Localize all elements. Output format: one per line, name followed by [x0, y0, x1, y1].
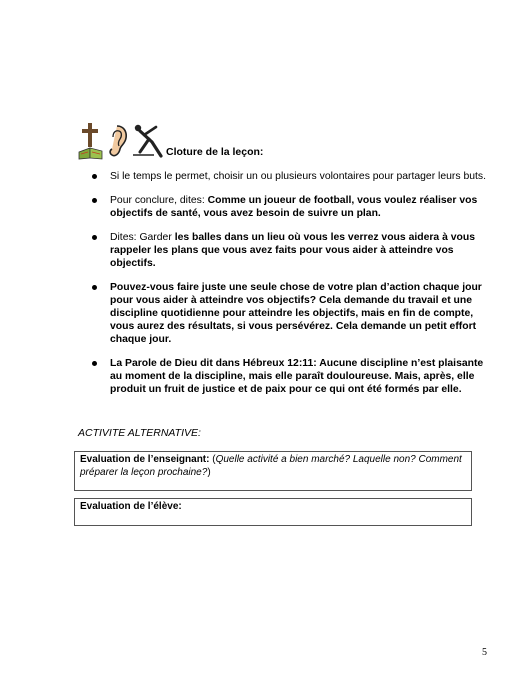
header-title: Cloture de la leçon:	[166, 146, 264, 158]
runner-icon	[130, 122, 164, 158]
list-item: Pouvez-vous faire juste une seule chose de votre plan d’action chaque jour pour vous aider à atteindre vos objectifs? Cela demande du travail et une discipline quotidienne pour atteindre les objectifs, mais en fin de compte, vous aurez des résultats, si vous persévérez. Cela demande un petit effort chaque jour.	[92, 281, 492, 346]
alternative-activity-heading: ACTIVITE ALTERNATIVE:	[78, 427, 201, 439]
list-item: Si le temps le permet, choisir un ou plusieurs volontaires pour partager leurs buts.	[92, 170, 492, 183]
cross-book-icon	[78, 122, 104, 160]
teacher-evaluation-label: Evaluation de l’enseignant:	[80, 454, 210, 465]
student-evaluation-box[interactable]	[74, 498, 472, 526]
bullet-list	[92, 170, 492, 407]
page-number: 5	[482, 647, 487, 658]
list-item: Dites: Garder les balles dans un lieu où vous les verrez vous aidera à vous rappeler les plans que vous avez faits pour vous aider à atteindre vos objectifs.	[92, 231, 492, 270]
list-item: La Parole de Dieu dit dans Hébreux 12:11: Aucune discipline n’est plaisante au moment de la discipline, mais elle paraît douloureuse. Mais, après, elle produit un fruit de justice et de paix pour ce qui ont été formés par elle.	[92, 357, 492, 396]
list-item: Pour conclure, dites: Comme un joueur de football, vous voulez réaliser vos objectifs de santé, vous avez besoin de suivre un plan.	[92, 194, 492, 220]
section-header	[78, 120, 338, 162]
header-icons	[78, 120, 168, 162]
student-evaluation-label: Evaluation de l’élève:	[80, 501, 182, 512]
teacher-evaluation-question: Quelle activité a bien marché? Laquelle non? Comment préparer la leçon prochaine?	[80, 454, 462, 478]
ear-icon	[106, 124, 128, 158]
teacher-evaluation-box[interactable]: Evaluation de l’enseignant: (Quelle activité a bien marché? Laquelle non? Comment préparer la leçon prochaine?)	[74, 451, 472, 491]
